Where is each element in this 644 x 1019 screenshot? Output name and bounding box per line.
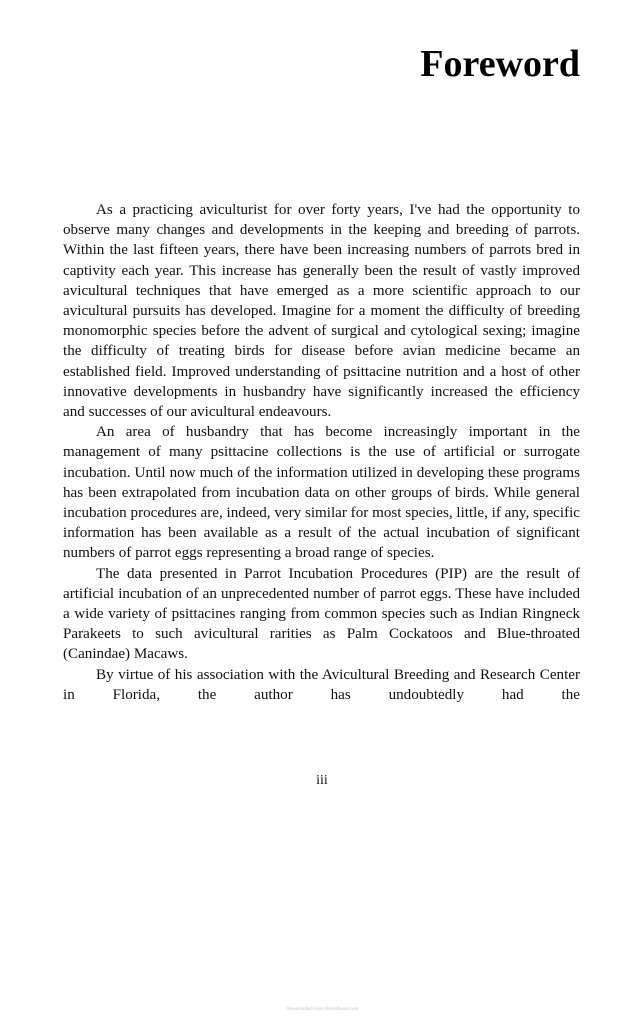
paragraph-last-line-justified: By virtue of his association with the Avicultural Breeding and Research Center in Florida, the author has undoubtedly had the bbox=[63, 666, 580, 703]
footer-watermark: Downloaded From NetroBooks.com bbox=[286, 1007, 358, 1012]
paragraph: As a practicing aviculturist for over forty years, I've had the opportunity to observe many changes and developments in the keeping and breeding of parrots. Within the last fifteen years, there have been increasing numbers of parrots bred in captivity each year. This increase has generally been the result of vastly improved avicultural techniques that have emerged as a more scientific approach to our avicultural pursuits has developed. Imagine for a moment the difficulty of breeding monomorphic species before the advent of surgical and cytological sexing; imagine the difficulty of treating birds for disease before avian medicine became an established field. Improved understanding of psittacine nutrition and a host of other innovative developments in husbandry have significantly increased the efficiency and successes of our avicultural endeavours. bbox=[63, 202, 580, 421]
paragraph: The data presented in Parrot Incubation Procedures (PIP) are the result of artificial incubation of an unprecedented number of parrot eggs. These have included a wide variety of psittacines ranging from common species such as Indian Ringneck Parakeets to such avicultural rarities as Palm Cockatoos and Blue-throated (Canindae) Macaws. bbox=[63, 565, 580, 663]
paragraph: An area of husbandry that has become increasingly important in the management of many psittacine collections is the use of artificial or surrogate incubation. Until now much of the information utilized in developing these programs has been extrapolated from incubation data on other groups of birds. While general incubation procedures are, indeed, very similar for most species, little, if any, specific information has been available as a result of the actual incubation of significant numbers of parrot eggs representing a broad range of species. bbox=[63, 424, 580, 562]
foreword-body bbox=[63, 200, 580, 705]
page-number: iii bbox=[316, 773, 328, 788]
chapter-title: Foreword bbox=[420, 43, 580, 85]
